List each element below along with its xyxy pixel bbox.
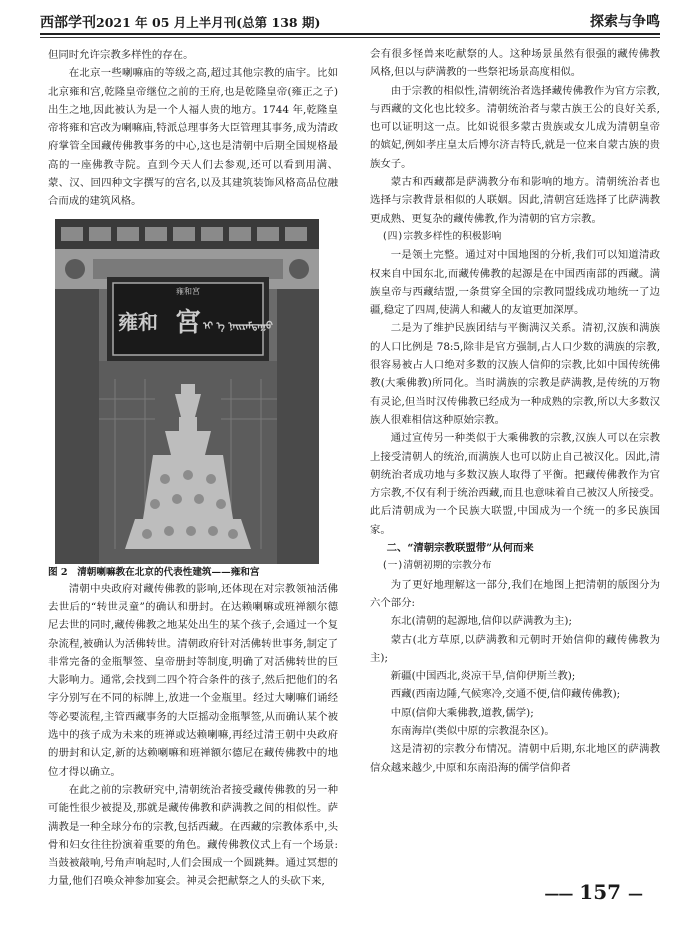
paragraph: 一是领土完整。通过对中国地图的分析,我们可以知道清政权来自中国东北,而藏传佛教的起源是在中国西南部的西藏。满族皇帝与西藏结盟,一条贯穿全国的宗教同盟线成功地统一了边疆,稳定了四周,使满人和藏人的友谊更加深厚。 [370, 249, 660, 317]
yonghegong-photo-drawing [55, 219, 319, 564]
plaque-panel-0: ᠡᠶ ᠡ ᠨᠠᠢᠷᠠᠮᠳᠠᠭᠤ [203, 320, 273, 332]
list-item: 新疆(中国西北,炎凉干旱,信仰伊斯兰教); [390, 670, 576, 683]
paragraph: 通过宣传另一种类似于大乘佛教的宗教,汉族人可以在宗教上接受清朝人的统治,而满族人也可以防止自己被汉化。因此,清朝统治者成功地与多数汉族人取得了平衡。把藏传佛教作为官方宗教,不仅有利于统治西藏,而且也意味着自己被汉人所接受。此后清朝成为一个民族大联盟,中国成为一个统一的多民族国家。 [370, 432, 660, 536]
section-heading: 二、“清朝宗教联盟带”从何而来 [386, 542, 534, 555]
paragraph: 为了更好地理解这一部分,我们在地图上把清朝的版图分为六个部分: [370, 578, 660, 609]
paragraph: 清朝中央政府对藏传佛教的影响,还体现在对宗教领袖活佛去世后的“转世灵童”的确认和册封。在达赖喇嘛或班禅额尔德尼去世的同时,藏传佛教之地某处出生的某个孩子,会通过一个复杂流程,被确认为活佛转世。清朝政府针对活佛转世事务,制定了非常完备的金瓶掣签、皇帝册封等制度,明确了对活佛转世的巨大影响力。通常,会找到二四个符合条件的孩子,然后把他们的名字分别写在不同的标牌上,放进一个金瓶里。经过大喇嘛们诵经等必要流程,主管西藏事务的大臣摇动金瓶掣签,从而确认某个被选中的孩子成为未来的班禅或达赖喇嘛,再经过清王朝中央政府的册封和认定,新的达赖喇嘛和班禅额尔德尼在藏传佛教中的地位才得以确立。 [48, 582, 338, 778]
journal-name: 西部学刊 [40, 15, 96, 31]
list-item: 西藏(西南边陲,气候寒冷,交通不便,信仰藏传佛教); [390, 688, 621, 701]
page-dash-left: —— [544, 884, 573, 903]
paragraph: 在北京一些喇嘛庙的等级之高,超过其他宗教的庙宇。比如北京雍和宫,乾隆皇帝继位之前的王府,也是乾隆皇帝(雍正之子)出生之地,因此被认为是一个人福人贵的地方。1744 年,乾隆皇帝将雍和宫改为喇嘛庙,特派总理事务大臣管理其事务,成为清政府掌管全国藏传佛教事务的中心,这也是清朝中后期全国规格最高的一座佛教寺院。直到今天人们去参观,还可以看到用满、蒙、汉、回四种文字撰写的宫名,以及其建筑装饰风格高品位融合而成的建筑风格。 [48, 67, 338, 208]
paragraph: 由于宗教的相似性,清朝统治者选择藏传佛教作为官方宗教,与西藏的文化也比较多。清朝统治者与蒙古族王公的良好关系,也可以证明这一点。比如说很多蒙古贵族或女儿成为清朝皇帝的嫔妃,例如孝庄皇太后博尔济吉特氏,就是一位来自蒙古族的贵族女子。 [370, 84, 660, 170]
list-item: 东南海岸(类似中原的宗教混杂区)。 [390, 724, 555, 737]
paragraph: 蒙古和西藏都是萨满教分布和影响的地方。清朝统治者也选择与宗教背景相似的人联姻。因此,清朝宫廷选择了比萨满教更成熟、更复杂的藏传佛教,作为清朝的官方宗教。 [370, 176, 660, 225]
right-column [370, 45, 660, 777]
header-rule [40, 33, 660, 35]
column-title: 探索与争鸣 [590, 14, 660, 30]
journal-issue [40, 12, 320, 32]
paragraph: 但同时允许宗教多样性的存在。 [48, 49, 194, 61]
subsection-heading: (四)宗教多样性的积极影响 [381, 230, 502, 242]
left-column [48, 46, 338, 891]
header-rule-thin [40, 37, 660, 38]
list-item: 蒙古(北方草原,以萨满教和元朝时开始信仰的藏传佛教为主); [370, 633, 660, 664]
paragraph: 会有很多怪兽来吃献祭的人。这种场景虽然有很强的藏传佛教风格,但以与萨满教的一些祭祀场景高度相似。 [370, 48, 660, 79]
plaque-panel-1: 雍和 [118, 309, 158, 334]
issue-info: 2021 年 05 月上半月刊(总第 138 期) [96, 15, 321, 30]
plaque-panel-2: 宮 [174, 307, 202, 338]
list-item: 中原(信仰大乘佛教,道教,儒学); [390, 706, 534, 719]
figure-caption: 图 2 清朝喇嘛教在北京的代表性建筑——雍和宫 [48, 566, 260, 578]
subsection-heading: (一)清朝初期的宗教分布 [381, 560, 492, 572]
paragraph: 二是为了维护民族团结与平衡满汉关系。清初,汉族和满族的人口比例是 78:5,除非是官方强制,占人口少数的满族的宗教,很容易被占人口绝对多数的汉族人信仰的宗教,比如中国传统佛教(大乘佛教)所同化。当时满族的宗教是萨满教,是传统的万物有灵论,但当时汉传佛教已经成为一种成熟的宗教,所以大多数汉族人很难相信这种原始宗教。 [370, 322, 660, 426]
page-dash-right: — [628, 884, 642, 903]
page-number-block [544, 880, 642, 904]
yonghegong-photo [55, 219, 319, 564]
page-number: 157 [579, 880, 622, 904]
plaque-top-text: 雍和宮 [176, 286, 200, 296]
paragraph: 在此之前的宗教研究中,清朝统治者接受藏传佛教的另一种可能性很少被提及,那就是藏传佛教和萨满教之间的相似性。萨满教是一种全球分布的宗教,包括西藏。在西藏的宗教体系中,头骨和妇女往往扮演着重要的角色。藏传佛教仪式上有一个场景:当鼓被敲响,号角声响起时,人们会围成一个圆跳舞。通过冥想的力量,他们召唤众神参加宴会。神灵会把献祭之人的头砍下来, [48, 783, 338, 888]
list-item: 东北(清朝的起源地,信仰以萨满教为主); [390, 615, 572, 628]
running-header [40, 10, 660, 34]
paragraph: 这是清初的宗教分布情况。清朝中后期,东北地区的萨满教信众越来越少,中原和东南沿海的儒学信仰者 [370, 743, 660, 774]
